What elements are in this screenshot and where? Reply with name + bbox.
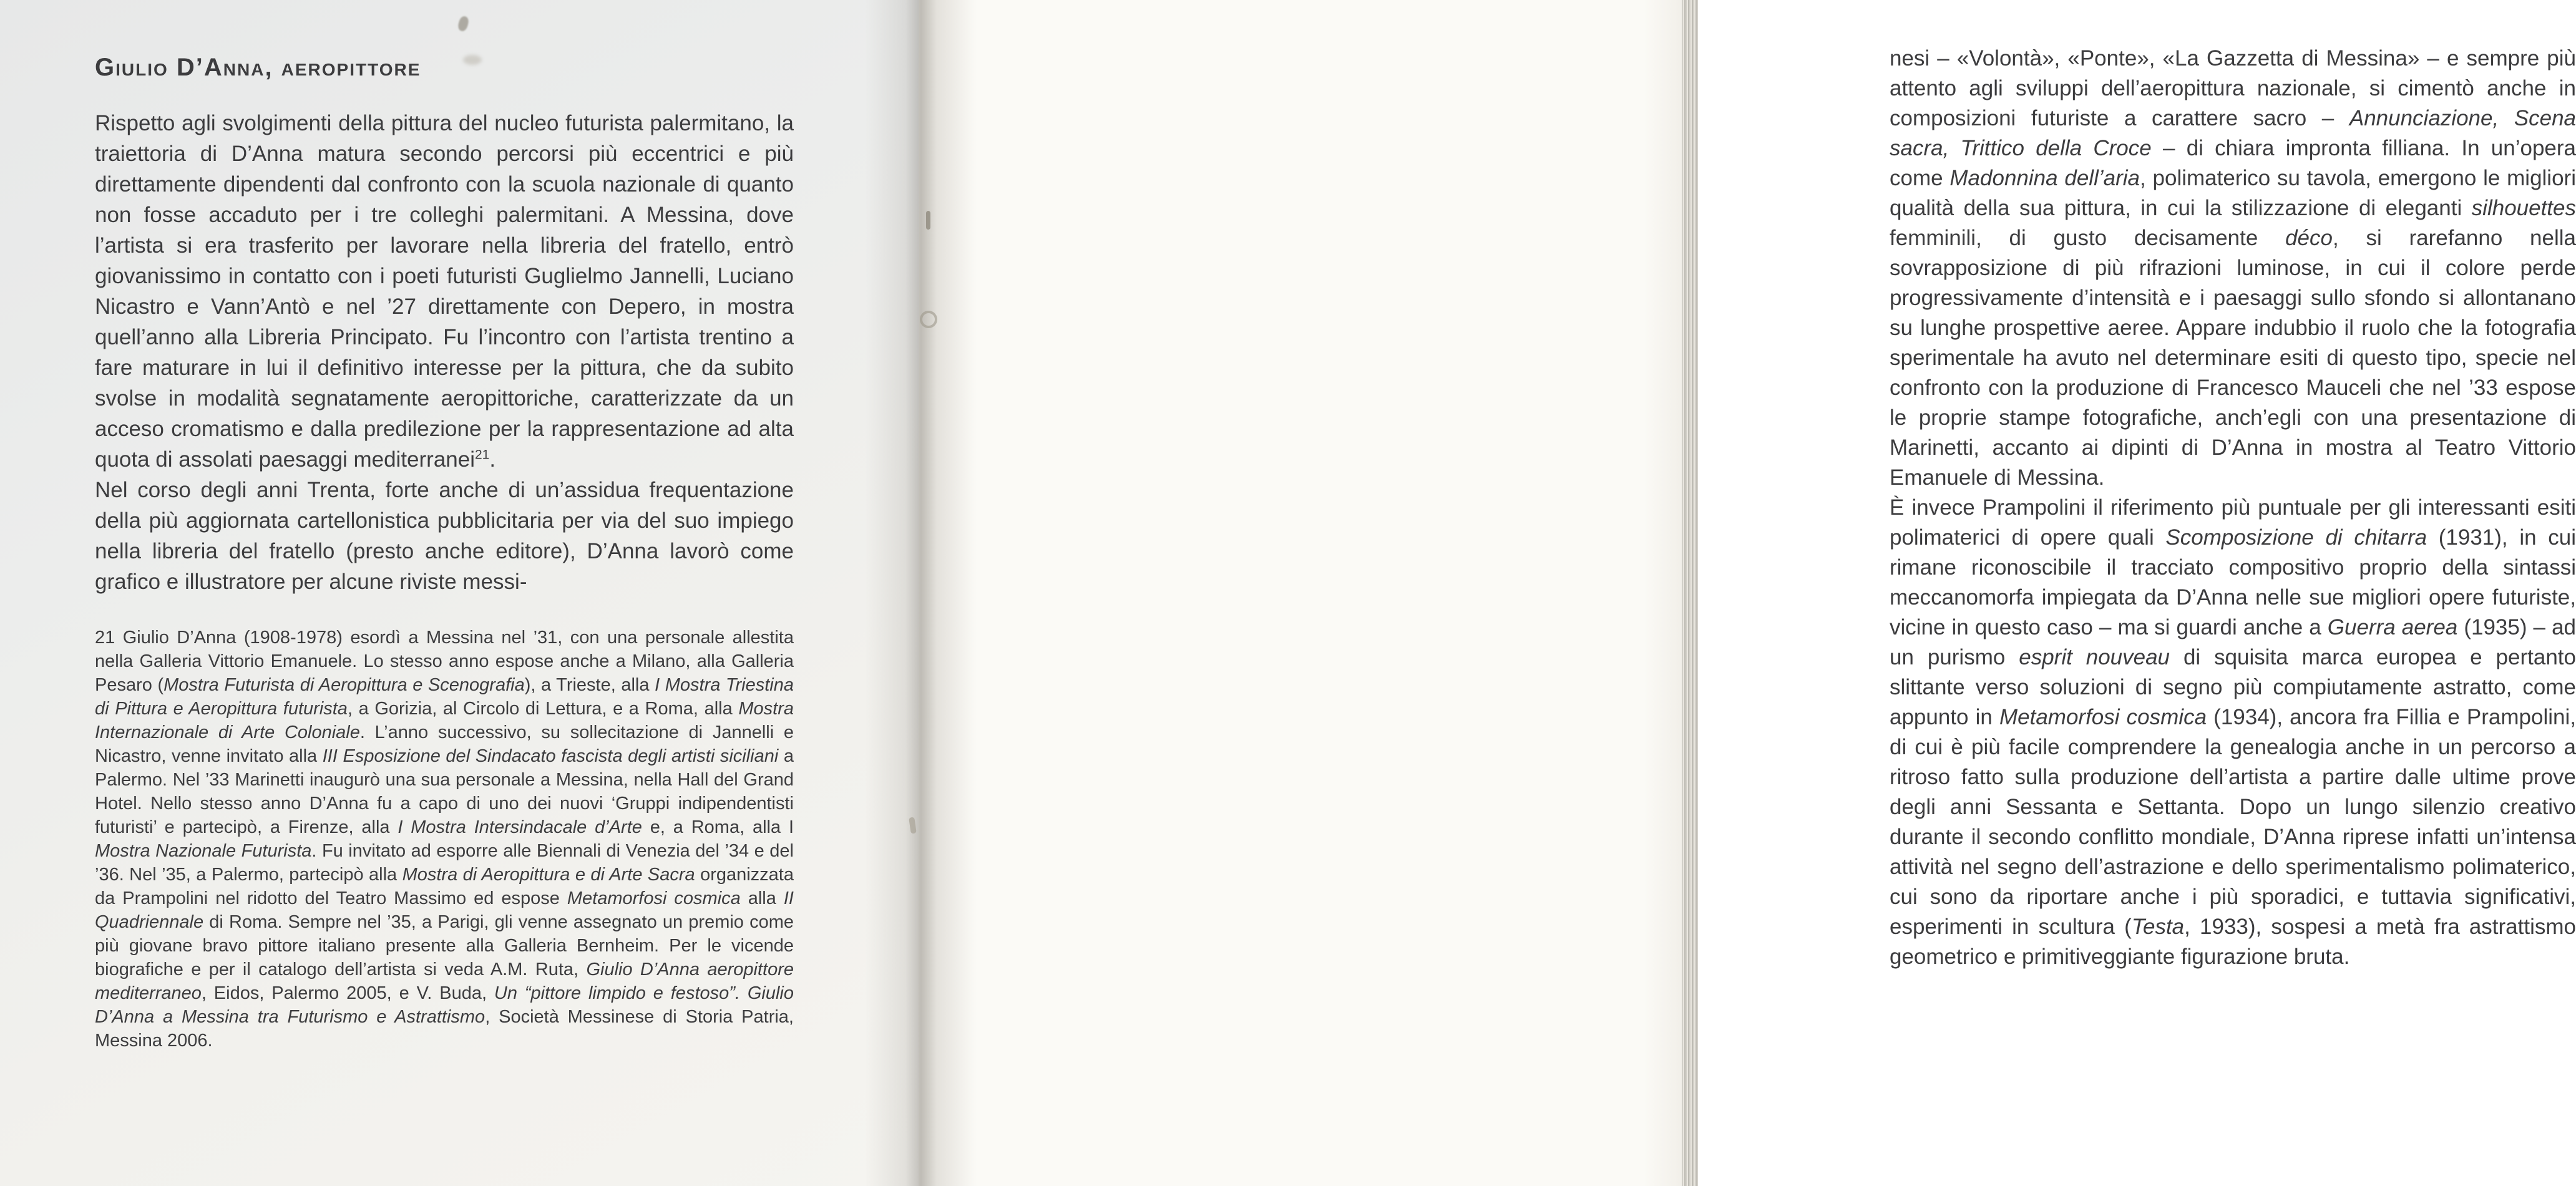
section-heading: Giulio D’Anna, aeropittore bbox=[95, 54, 421, 81]
body-paragraph: Rispetto agli svolgimenti della pittura del nucleo futurista palermitano, la traiettoria di D’Anna matura secondo percorsi più eccentrici e più direttamente dipendenti dal confronto con la scuola nazionale di quanto non fosse accaduto per i tre colleghi palermitani. A Messina, dove l’artista si era trasferito per lavorare nella libreria del fratello, entrò giovanissimo in contatto con i poeti futuristi Guglielmo Jannelli, Luciano Nicastro e Vann’Antò e nel ’27 direttamente con Depero, in mostra quell’anno alla Libreria Principato. Fu l’incontro con l’artista trentino a fare maturare in lui il definitivo interesse per la pittura, che da subito svolse in modalità segnatamente aeropittoriche, caratterizzate da un acceso cromatismo e dalla predilezione per la rappresentazione ad alta quota di assolati paesaggi mediterranei$^{21}$. bbox=[95, 111, 794, 472]
left-page bbox=[0, 0, 919, 1186]
footnote-21: 21 Giulio D’Anna (1908-1978) esordì a Messina nel ’31, con una personale allestita nella Galleria Vittorio Emanuele. Lo stesso anno espose anche a Milano, alla Galleria Pesaro (Mostra Futurista di Aeropittura e Scenografia), a Trieste, alla I Mostra Triestina di Pittura e Aeropittura futurista, a Gorizia, al Circolo di Lettura, e a Roma, alla Mostra Internazionale di Arte Coloniale. L’anno successivo, su sollecitazione di Jannelli e Nicastro, venne invitato alla III Esposizione del Sindacato fascista degli artisti siciliani a Palermo. Nel ’33 Marinetti inaugurò una sua personale a Messina, nella Hall del Grand Hotel. Nello stesso anno D’Anna fu a capo di uno dei nuovi ‘Gruppi indipendentisti futuristi’ e partecipò, a Firenze, alla I Mostra Intersindacale d’Arte e, a Roma, alla I Mostra Nazionale Futurista. Fu invitato ad esporre alle Biennali di Venezia del ’34 e del ’36. Nel ’35, a Palermo, partecipò alla Mostra di Aeropittura e di Arte Sacra organizzata da Prampolini nel ridotto del Teatro Massimo ed espose Metamorfosi cosmica alla II Quadriennale di Roma. Sempre nel ’35, a Parigi, gli venne assegnato un premio come più giovane bravo pittore italiano presente alla Galleria Bernheim. Per le vicende biografiche e per il catalogo dell’artista si veda A.M. Ruta, Giulio D’Anna aeropittore mediterraneo, Eidos, Palermo 2005, e V. Buda, Un “pittore limpido e festoso”. Giulio D’Anna a Messina tra Futurismo e Astrattismo, Società Messinese di Storia Patria, Messina 2006. bbox=[95, 628, 794, 1051]
right-page bbox=[919, 0, 2576, 1186]
body-paragraph: È invece Prampolini il riferimento più puntuale per gli interessanti esiti polimaterici di opere quali Scomposizione di chitarra (1931), in cui rimane riconoscibile il tracciato compositivo proprio della sintassi meccanomorfa impiegata da D’Anna nelle sue migliori opere futuriste, vicine in questo caso – ma si guardi anche a Guerra aerea (1935) – ad un purismo esprit nouveau di squisita marca europea e pertanto slittante verso soluzioni di segno più compiutamente astratto, come appunto in Metamorfosi cosmica (1934), ancora fra Fillia e Prampolini, di cui è più facile comprendere la genealogia anche in un percorso a ritroso fatto sulla produzione dell’artista a partire dalle ultime prove degli anni Sessanta e Settanta. Dopo un lungo silenzio creativo durante il secondo conflitto mondiale, D’Anna riprese infatti un’intensa attività nel segno dell’astrazione e dello sperimentalismo polimaterico, cui sono da riportare anche i più sporadici, e tuttavia significativi, esperimenti in scultura (Testa, 1933), sospesi a metà fra astrattismo geometrico e primitiveggiante figurazione bruta. bbox=[1890, 495, 2576, 969]
right-text-column bbox=[1890, 44, 2576, 972]
page-edge-strip bbox=[1682, 0, 1698, 1186]
left-text-column bbox=[95, 54, 794, 1052]
body-paragraph: Nel corso degli anni Trenta, forte anche di un’assidua frequentazione della più aggiornata cartellonistica pubblicitaria per via del suo impiego nella libreria del fratello (presto anche editore), D’Anna lavorò come grafico e illustratore per alcune riviste messi- bbox=[95, 478, 794, 594]
body-paragraph: nesi – «Volontà», «Ponte», «La Gazzetta di Messina» – e sempre più attento agli sviluppi dell’aeropittura nazionale, si cimentò anche in composizioni futuriste a carattere sacro – Annunciazione, Scena sacra, Trittico della Croce – di chiara impronta filliana. In un’opera come Madonnina dell’aria, polimaterico su tavola, emergono le migliori qualità della sua pittura, in cui la stilizzazione di eleganti silhouettes femminili, di gusto decisamente déco, si rarefanno nella sovrapposizione di più rifrazioni luminose, in cui il colore perde progressivamente d’intensità e i paesaggi sullo sfondo si allontanano su lunghe prospettive aeree. Appare indubbio il ruolo che la fotografia sperimentale ha avuto nel determinare esiti di questo tipo, specie nel confronto con la produzione di Francesco Mauceli che nel ’33 espose le proprie stampe fotografiche, anch’egli con una presentazione di Marinetti, accanto ai dipinti di D’Anna in mostra al Teatro Vittorio Emanuele di Messina. bbox=[1890, 46, 2576, 490]
